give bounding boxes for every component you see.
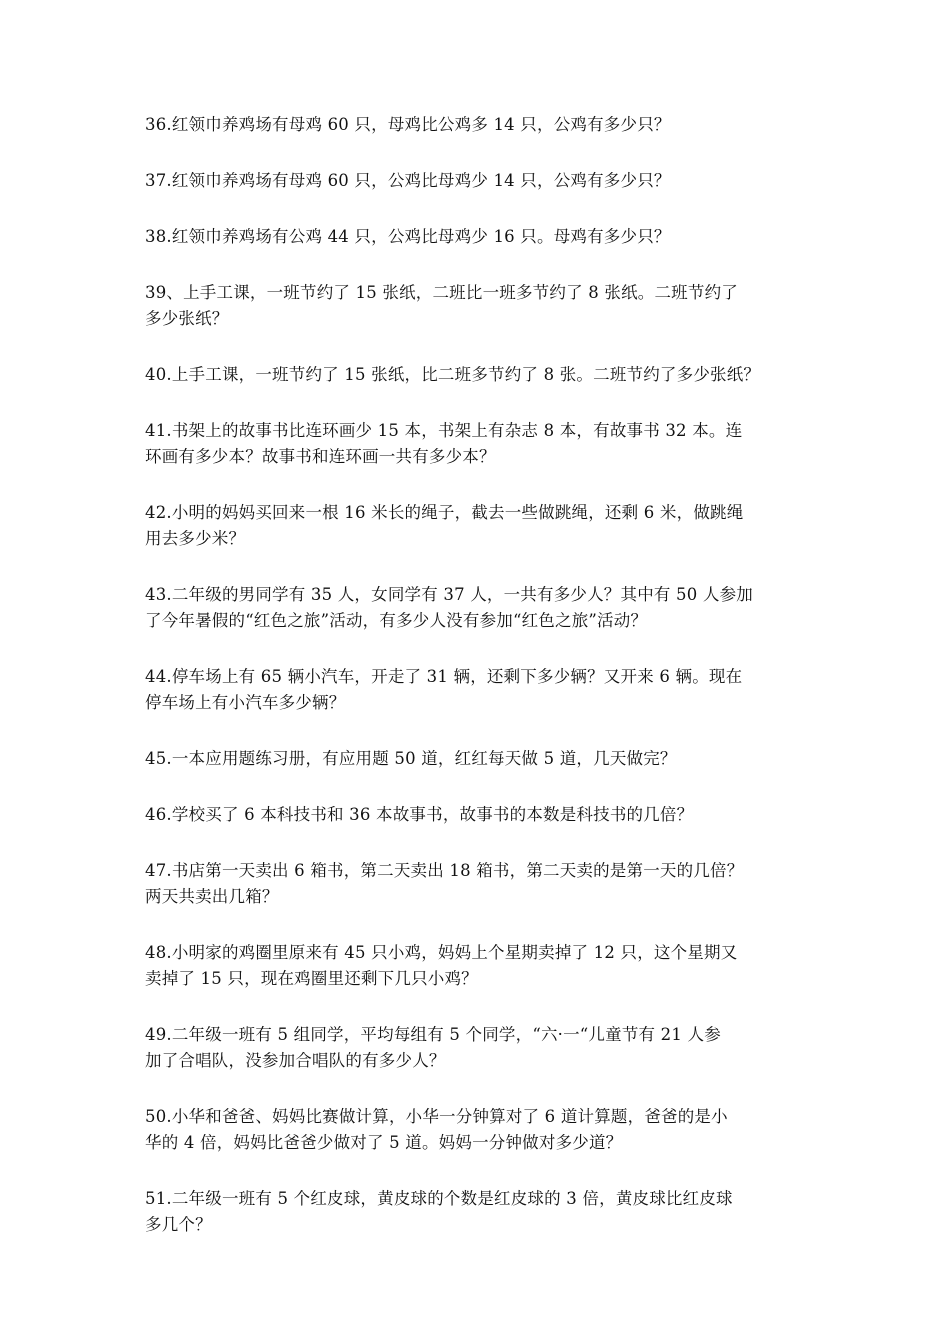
problem-line: 39、上手工课，一班节约了 15 张纸，二班比一班多节约了 8 张纸。二班节约了 xyxy=(145,283,738,302)
problem-39 xyxy=(145,280,810,332)
problem-47 xyxy=(145,858,810,910)
problem-line: 44.停车场上有 65 辆小汽车，开走了 31 辆，还剩下多少辆？又开来 6 辆。现在 xyxy=(145,667,743,686)
problem-line: 多少张纸？ xyxy=(145,309,229,328)
problem-line: 卖掉了 15 只，现在鸡圈里还剩下几只小鸡？ xyxy=(145,969,478,988)
problem-37 xyxy=(145,168,810,194)
problem-line: 51.二年级一班有 5 个红皮球，黄皮球的个数是红皮球的 3 倍，黄皮球比红皮球 xyxy=(145,1189,733,1208)
problem-line: 华的 4 倍，妈妈比爸爸少做对了 5 道。妈妈一分钟做对多少道？ xyxy=(145,1133,623,1152)
problem-line: 36.红领巾养鸡场有母鸡 60 只，母鸡比公鸡多 14 只，公鸡有多少只？ xyxy=(145,115,671,134)
problem-45 xyxy=(145,746,810,772)
problem-line: 47.书店第一天卖出 6 箱书，第二天卖出 18 箱书，第二天卖的是第一天的几倍？ xyxy=(145,861,744,880)
problem-line: 多几个？ xyxy=(145,1215,212,1234)
problem-line: 41.书架上的故事书比连环画少 15 本，书架上有杂志 8 本，有故事书 32 本。连 xyxy=(145,421,743,440)
problem-line: 49.二年级一班有 5 组同学，平均每组有 5 个同学，“六·一“儿童节有 21 人参 xyxy=(145,1025,721,1044)
problem-36 xyxy=(145,112,810,138)
problem-line: 37.红领巾养鸡场有母鸡 60 只，公鸡比母鸡少 14 只，公鸡有多少只？ xyxy=(145,171,671,190)
problem-line: 环画有多少本？故事书和连环画一共有多少本？ xyxy=(145,447,496,466)
problem-line: 两天共卖出几箱？ xyxy=(145,887,279,906)
problem-41 xyxy=(145,418,810,470)
problem-48 xyxy=(145,940,810,992)
problem-43 xyxy=(145,582,810,634)
problem-line: 48.小明家的鸡圈里原来有 45 只小鸡，妈妈上个星期卖掉了 12 只，这个星期又 xyxy=(145,943,738,962)
problem-40 xyxy=(145,362,810,388)
problem-line: 停车场上有小汽车多少辆？ xyxy=(145,693,346,712)
problem-line: 50.小华和爸爸、妈妈比赛做计算，小华一分钟算对了 6 道计算题，爸爸的是小 xyxy=(145,1107,728,1126)
problem-46 xyxy=(145,802,810,828)
problem-51 xyxy=(145,1186,810,1238)
problem-38 xyxy=(145,224,810,250)
problem-line: 45.一本应用题练习册，有应用题 50 道，红红每天做 5 道，几天做完？ xyxy=(145,749,677,768)
problem-list xyxy=(145,112,810,1268)
problem-line: 用去多少米？ xyxy=(145,529,246,548)
problem-line: 38.红领巾养鸡场有公鸡 44 只，公鸡比母鸡少 16 只。母鸡有多少只？ xyxy=(145,227,671,246)
problem-44 xyxy=(145,664,810,716)
problem-line: 加了合唱队，没参加合唱队的有多少人？ xyxy=(145,1051,446,1070)
problem-line: 40.上手工课，一班节约了 15 张纸，比二班多节约了 8 张。二班节约了多少张纸？ xyxy=(145,365,761,384)
problem-50 xyxy=(145,1104,810,1156)
problem-line: 46.学校买了 6 本科技书和 36 本故事书，故事书的本数是科技书的几倍？ xyxy=(145,805,694,824)
problem-line: 42.小明的妈妈买回来一根 16 米长的绳子，截去一些做跳绳，还剩 6 米，做跳绳 xyxy=(145,503,744,522)
problem-line: 了今年暑假的“红色之旅”活动，有多少人没有参加“红色之旅”活动？ xyxy=(145,611,648,630)
problem-42 xyxy=(145,500,810,552)
problem-49 xyxy=(145,1022,810,1074)
problem-line: 43.二年级的男同学有 35 人，女同学有 37 人，一共有多少人？其中有 50 人参加 xyxy=(145,585,753,604)
